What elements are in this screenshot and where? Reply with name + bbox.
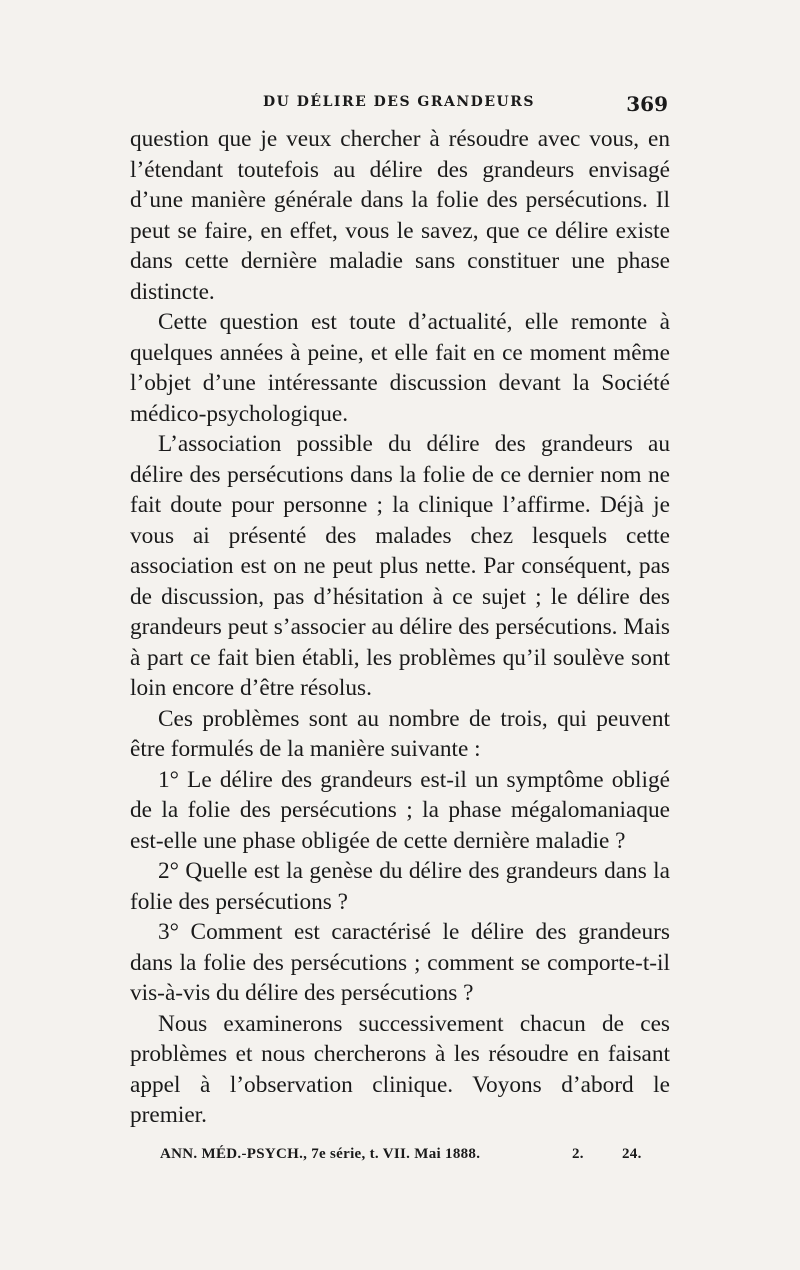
signature-number: 24. [622,1146,642,1162]
paragraph: Ces problèmes sont au nombre de trois, qui peuvent être formulés de la manière suivante : [130,705,670,762]
page-number: 369 [626,92,668,116]
list-item-3: 3° Comment est caractérisé le délire des grandeurs dans la folie des persécutions ; comment se comporte-t-il vis-à-vis du délire des persécutions ? [130,919,670,1006]
paragraph: Cette question est toute d’actualité, elle remonte à quelques années à peine, et elle fait en ce moment même l’objet d’une intéressante discussion devant la Société médico-psychologique. [130,309,670,427]
running-title: DU DÉLIRE DES GRANDEURS [263,94,535,110]
journal-citation: ANN. MÉD.-PSYCH., 7e série, t. VII. Mai 1888. [160,1146,481,1162]
list-item-1: 1° Le délire des grandeurs est-il un symptôme obligé de la folie des persécutions ; la phase mégalomaniaque est-elle une phase obligée de cette dernière maladie ? [130,766,670,854]
paragraph: L’association possible du délire des grandeurs au délire des persécutions dans la folie de ce dernier nom ne fait doute pour personne ; la clinique l’affirme. Déjà je vous ai présenté des malades chez lesquels cette association est on ne peut plus nette. Par conséquent, pas de discussion, pas d’hésitation à ce sujet ; le délire des grandeurs peut s’associer au délire des persécutions. Mais à part ce fait bien établi, les problèmes qu’il soulève sont loin encore d’être résolus. [130,431,670,701]
signature-mark: 2. [572,1146,584,1162]
paragraph: question que je veux chercher à résoudre avec vous, en l’étendant toutefois au délire des grandeurs envisagé d’une manière générale dans la folie des persécutions. Il peut se faire, en effet, vous le savez, que ce délire existe dans cette dernière maladie sans constituer une phase distincte. [130,126,670,305]
body-text [130,124,670,1131]
page-header [130,92,668,118]
list-item-2: 2° Quelle est la genèse du délire des grandeurs dans la folie des persécutions ? [130,858,670,915]
paragraph: Nous examinerons successivement chacun de ces problèmes et nous chercherons à les résoudre en faisant appel à l’observation clinique. Voyons d’abord le premier. [130,1010,670,1128]
